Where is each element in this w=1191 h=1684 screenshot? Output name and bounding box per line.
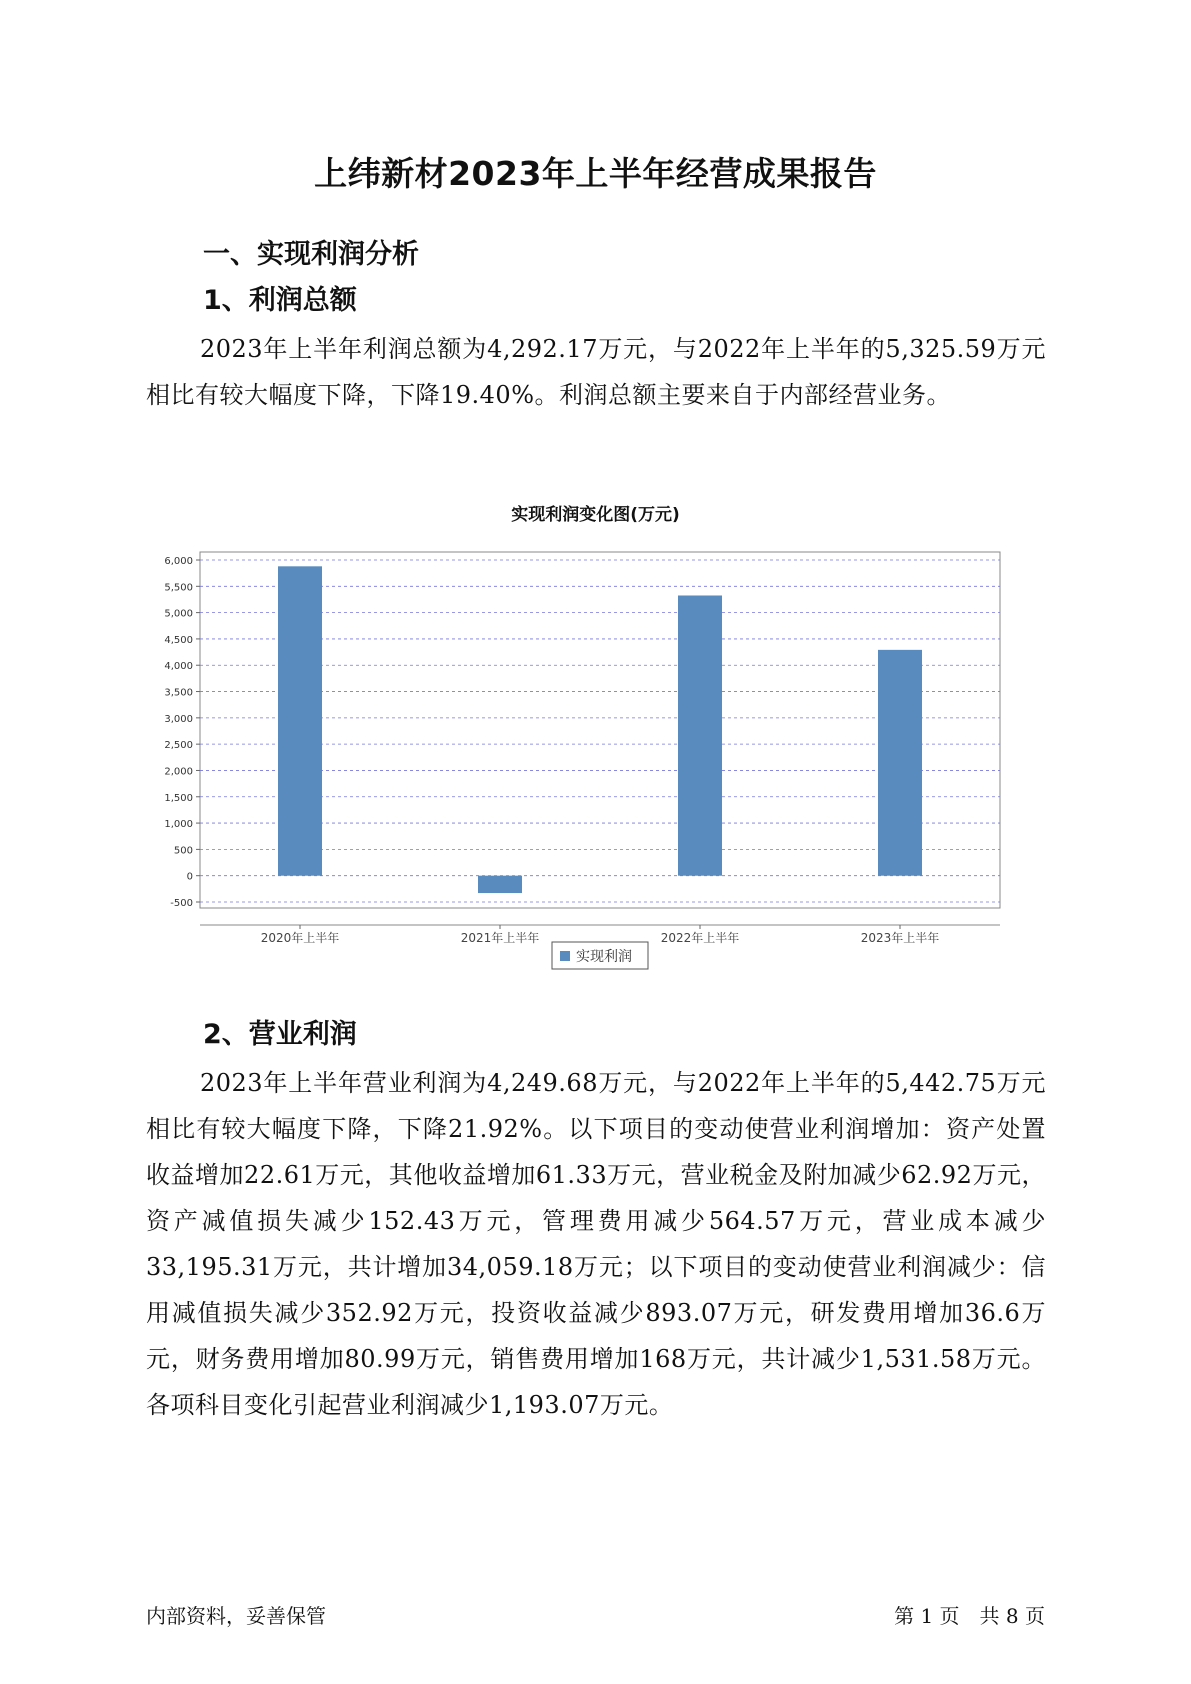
legend	[552, 942, 648, 969]
paragraph-operating-profit: 2023年上半年营业利润为4,249.68万元，与2022年上半年的5,442.75万元相比有较大幅度下降，下降21.92%。以下项目的变动使营业利润增加：资产处置收益增加22.61万元，其他收益增加61.33万元，营业税金及附加减少62.92万元，资产减值损失减少152.43万元，管理费用减少564.57万元，营业成本减少33,195.31万元，共计增加34,059.18万元；以下项目的变动使营业利润减少：信用减值损失减少352.92万元，投资收益减少893.07万元，研发费用增加36.6万元，财务费用增加80.99万元，销售费用增加168万元，共计减少1,531.58万元。各项科目变化引起营业利润减少1,193.07万元。	[146, 1069, 1046, 1419]
x-tick-label: 2021年上半年	[460, 931, 540, 945]
bar-3	[678, 595, 722, 875]
y-tick-label: 4,500	[164, 634, 193, 646]
subheading-operating-profit: 2、营业利润	[203, 1019, 357, 1050]
chart-title: 实现利润变化图(万元)	[511, 505, 680, 525]
subheading-total-profit: 1、利润总额	[203, 285, 357, 316]
bar-4	[878, 650, 922, 876]
y-tick-label: 500	[173, 845, 193, 857]
x-tick-label: 2020年上半年	[260, 931, 340, 945]
profit-bar-chart	[160, 530, 1040, 980]
bar-1	[278, 566, 322, 875]
y-tick-label: 6,000	[164, 556, 193, 567]
paragraph-total-profit: 2023年上半年利润总额为4,292.17万元，与2022年上半年的5,325.59万元相比有较大幅度下降，下降19.40%。利润总额主要来自于内部经营业务。	[146, 335, 1046, 409]
y-tick-label: 3,000	[164, 713, 193, 725]
bar-2	[478, 876, 522, 893]
y-tick-label: 1,500	[164, 792, 193, 804]
y-tick-label: -500	[170, 898, 193, 909]
y-tick-label: 5,500	[164, 582, 193, 594]
legend-swatch	[560, 951, 570, 961]
y-tick-label: 2,500	[164, 740, 193, 752]
y-tick-label: 1,000	[164, 819, 193, 831]
y-tick-label: 3,500	[164, 687, 193, 699]
x-tick-label: 2022年上半年	[660, 931, 740, 945]
section-heading-profit-analysis: 一、实现利润分析	[203, 239, 419, 270]
footer-page-number: 第 1 页 共 8 页	[894, 1604, 1045, 1628]
x-tick-label: 2023年上半年	[860, 931, 940, 945]
document-title: 上纬新材2023年上半年经营成果报告	[314, 154, 877, 193]
y-axis-ticks	[164, 556, 200, 909]
footer-confidential-note: 内部资料，妥善保管	[146, 1604, 326, 1628]
y-tick-label: 0	[186, 871, 193, 883]
legend-label: 实现利润	[576, 949, 632, 965]
y-tick-label: 5,000	[164, 608, 193, 620]
y-tick-label: 4,000	[164, 661, 193, 673]
y-tick-label: 2,000	[164, 766, 193, 778]
